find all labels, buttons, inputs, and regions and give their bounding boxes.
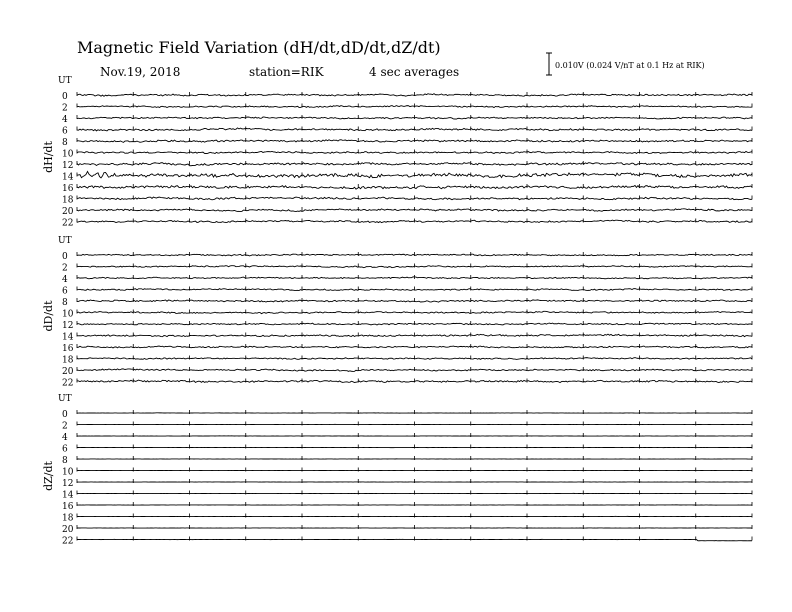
hour-label: 8 xyxy=(62,138,68,148)
date-label: Nov.19, 2018 xyxy=(100,65,181,79)
hour-label: 16 xyxy=(62,184,74,194)
hour-label: 16 xyxy=(62,344,74,354)
y-axis-label: dZ/dt xyxy=(42,461,55,491)
hour-label: 12 xyxy=(62,479,74,489)
hour-label: 2 xyxy=(62,421,68,432)
hour-label: 4 xyxy=(62,275,68,285)
station-label: station=RIK xyxy=(249,65,324,79)
hour-label: 12 xyxy=(62,321,74,331)
hour-label: 18 xyxy=(62,355,74,366)
hour-label: 22 xyxy=(62,218,74,229)
hour-label: 14 xyxy=(62,332,74,343)
hour-label: 2 xyxy=(62,263,68,274)
ut-label: UT xyxy=(58,76,72,86)
averaging-label: 4 sec averages xyxy=(369,65,460,79)
hour-label: 16 xyxy=(62,502,74,512)
hour-label: 18 xyxy=(62,513,74,524)
scale-bar xyxy=(546,53,552,75)
hour-label: 14 xyxy=(62,172,74,183)
y-axis-label: dH/dt xyxy=(42,141,55,173)
hour-label: 22 xyxy=(62,378,74,389)
page-title: Magnetic Field Variation (dH/dt,dD/dt,dZ/dt) xyxy=(77,38,441,57)
ut-label: UT xyxy=(58,394,72,404)
panel-dd-dt xyxy=(42,236,752,389)
hour-label: 2 xyxy=(62,103,68,114)
hour-label: 10 xyxy=(62,467,74,478)
hour-label: 18 xyxy=(62,195,74,206)
hour-label: 6 xyxy=(62,444,68,455)
hour-label: 6 xyxy=(62,286,68,297)
panel-dh-dt xyxy=(42,76,752,229)
panel-dz-dt xyxy=(42,394,752,547)
ut-label: UT xyxy=(58,236,72,246)
hour-label: 4 xyxy=(62,115,68,125)
hour-label: 10 xyxy=(62,149,74,160)
hour-label: 14 xyxy=(62,490,74,501)
hour-label: 8 xyxy=(62,298,68,308)
hour-label: 10 xyxy=(62,309,74,320)
hour-label: 20 xyxy=(62,367,74,377)
hour-label: 4 xyxy=(62,433,68,443)
hour-label: 0 xyxy=(62,252,68,262)
hour-label: 20 xyxy=(62,207,74,217)
hour-label: 20 xyxy=(62,525,74,535)
hour-label: 12 xyxy=(62,161,74,171)
y-axis-label: dD/dt xyxy=(42,300,55,332)
hour-label: 0 xyxy=(62,92,68,102)
panels xyxy=(42,76,752,547)
scale-label: 0.010V (0.024 V/nT at 0.1 Hz at RIK) xyxy=(555,61,705,70)
hour-label: 6 xyxy=(62,126,68,137)
hour-label: 8 xyxy=(62,456,68,466)
hour-label: 22 xyxy=(62,536,74,547)
hour-label: 0 xyxy=(62,410,68,420)
